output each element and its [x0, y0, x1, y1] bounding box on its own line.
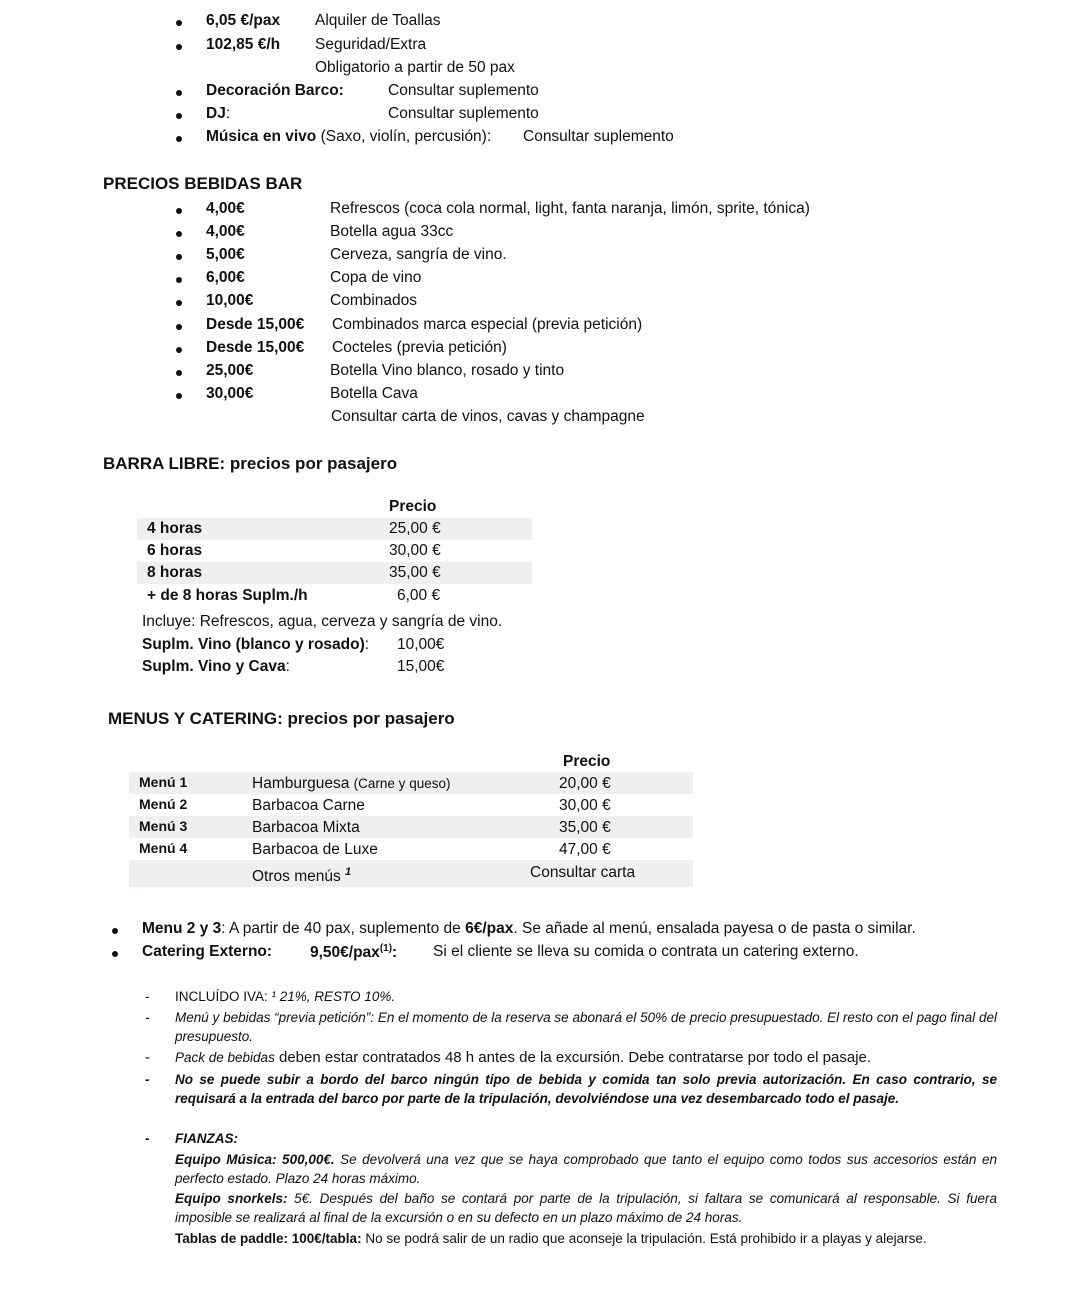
deposit-snorkels — [175, 1189, 997, 1227]
open-bar-hours: 8 horas — [147, 564, 203, 581]
dj-line — [206, 105, 230, 123]
menu-price: 20,00 € — [559, 775, 611, 792]
bar-item-desc: Botella agua 33cc — [330, 223, 454, 240]
menu-2-3-post: . Se añade al menú, ensalada payesa o de pasta o similar. — [513, 920, 916, 937]
live-music-value: Consultar suplemento — [523, 128, 674, 145]
open-bar-price: 25,00 € — [389, 520, 441, 537]
dj-value: Consultar suplemento — [388, 105, 539, 122]
cava-supplement-label: Suplm. Vino y Cava — [142, 658, 286, 675]
open-bar-hours: 4 horas — [147, 520, 203, 537]
live-music-label: Música en vivo — [206, 128, 317, 145]
towels-desc: Alquiler de Toallas — [315, 12, 441, 29]
open-bar-title: BARRA LIBRE: precios por pasajero — [103, 454, 398, 473]
catering-colon: : — [392, 944, 398, 962]
previa-peticion-note: - Menú y bebidas “previa petición”: En el momento de la reserva se abonará el 50% de precio presupuestado. El resto con el pago final del presupuesto. — [175, 1008, 997, 1046]
live-music-line — [206, 128, 491, 146]
live-music-instruments: (Saxo, violín, percusión): — [316, 128, 492, 145]
bar-item-desc: Copa de vino — [330, 269, 422, 286]
deposit-paddle — [175, 1229, 997, 1248]
menu-price: 30,00 € — [559, 797, 611, 814]
other-menus-footnote: 1 — [345, 866, 352, 878]
other-menus-label: Otros menús — [252, 868, 341, 886]
menu-dish-name: Barbacoa Carne — [252, 797, 365, 814]
iva-note-rates: ¹ 21%, RESTO 10%. — [271, 989, 396, 1004]
menu-number: Menú 1 — [139, 774, 188, 790]
deposit-paddle-label: Tablas de paddle: 100€/tabla: — [175, 1231, 362, 1246]
bar-item-price: 30,00€ — [206, 385, 254, 402]
bar-item-price: 10,00€ — [206, 292, 254, 309]
bar-item-desc: Cocteles (previa petición) — [332, 339, 507, 356]
menu-number: Menú 3 — [139, 818, 188, 834]
menu-dish-note: (Carne y queso) — [353, 776, 451, 791]
deposit-music-text: Se devolverá una vez que se haya comprobado que tanto el equipo como todos sus accesorios están en perfecto estado. Plazo 24 horas máximo. — [175, 1152, 997, 1186]
towels-price: 6,05 €/pax — [206, 12, 281, 29]
deposit-music-label: Equipo Música: 500,00€. — [175, 1152, 335, 1167]
open-bar-hours: 6 horas — [147, 542, 203, 559]
menu-number: Menú 2 — [139, 796, 188, 812]
menu-dish — [252, 775, 450, 793]
bar-item-price: Desde 15,00€ — [206, 316, 305, 333]
cava-supplement-colon: : — [285, 658, 290, 675]
menu-2-3-label: Menu 2 y 3 — [142, 920, 222, 937]
open-bar-price: 35,00 € — [389, 564, 441, 581]
wine-supplement-colon: : — [364, 636, 370, 653]
fianzas-title: - FIANZAS: — [175, 1129, 997, 1148]
menus-title: MENUS Y CATERING: precios por pasajero — [108, 709, 455, 728]
decoration-value: Consultar suplemento — [388, 82, 539, 99]
open-bar-includes: Incluye: Refrescos, agua, cerveza y sangría de vino. — [142, 613, 503, 630]
bar-item-price: 6,00€ — [206, 269, 245, 286]
open-bar-price: 30,00 € — [389, 542, 441, 559]
decoration-label: Decoración Barco: — [206, 82, 344, 99]
catering-footnote: (1) — [379, 943, 393, 954]
other-menus-price: Consultar carta — [530, 864, 636, 881]
security-price: 102,85 €/h — [206, 36, 281, 53]
bar-item-price: 25,00€ — [206, 362, 254, 379]
menu-dish-name: Barbacoa de Luxe — [252, 841, 378, 858]
bar-item-desc: Botella Vino blanco, rosado y tinto — [330, 362, 565, 379]
bar-item-desc: Combinados — [330, 292, 418, 309]
security-desc: Seguridad/Extra — [315, 36, 427, 53]
pack-bebidas-label: Pack de bebidas — [175, 1050, 275, 1065]
menu-dish-name: Barbacoa Mixta — [252, 819, 360, 836]
menu-number: Menú 4 — [139, 840, 188, 856]
iva-note — [175, 987, 997, 1006]
bar-item-desc: Cerveza, sangría de vino. — [330, 246, 507, 263]
catering-price-line — [310, 943, 397, 962]
catering-price: 9,50€/pax — [310, 944, 380, 962]
menu-2-3-pre: : A partir de 40 pax, suplemento de — [221, 920, 466, 937]
menu-price: 35,00 € — [559, 819, 611, 836]
cava-supplement-line — [142, 658, 290, 676]
menu-2-3-note — [142, 920, 916, 938]
pack-bebidas-text: deben estar contratados 48 h antes de la excursión. Debe contratarse por todo el pasaje. — [274, 1049, 872, 1066]
bar-item-price: Desde 15,00€ — [206, 339, 305, 356]
bar-item-desc: Botella Cava — [330, 385, 418, 402]
no-food-drinks-note: - No se puede subir a bordo del barco ningún tipo de bebida y comida tan solo previa autorización. En caso contrario, se requisará a la entrada del barco por parte de la tripulación, devolviéndose una vez desembarcado todo el pasaje. — [175, 1070, 997, 1108]
deposit-paddle-text: No se podrá salir de un radio que aconseje la tripulación. Está prohibido ir a playas y alejarse. — [361, 1231, 927, 1246]
menu-2-3-supplement: 6€/pax — [465, 920, 514, 937]
security-note: Obligatorio a partir de 50 pax — [315, 59, 515, 76]
menus-price-header: Precio — [563, 753, 611, 770]
bar-item-price: 4,00€ — [206, 200, 245, 217]
other-menus — [252, 866, 351, 886]
wine-supplement-label: Suplm. Vino (blanco y rosado) — [142, 636, 365, 653]
pack-bebidas-note — [175, 1048, 997, 1067]
bar-item-desc: Refrescos (coca cola normal, light, fanta naranja, limón, sprite, tónica) — [330, 200, 810, 217]
deposit-music — [175, 1150, 997, 1188]
menu-price: 47,00 € — [559, 841, 611, 858]
bar-item-price: 4,00€ — [206, 223, 245, 240]
deposit-snorkels-text: 5€. Después del baño se contará por parte de la tripulación, si faltara se comunicará al responsable. Si fuera imposible se realizará al final de la excursión o en su defecto en un plazo máximo de 24 horas. — [175, 1191, 997, 1225]
iva-note-label: INCLUÍDO IVA: — [175, 989, 272, 1004]
cava-supplement-price: 15,00€ — [397, 658, 445, 675]
dj-colon: : — [225, 105, 231, 122]
bar-item-desc: Combinados marca especial (previa petición) — [332, 316, 643, 333]
open-bar-price-header: Precio — [389, 498, 437, 515]
menu-dish-name: Hamburguesa — [252, 775, 350, 792]
bar-prices-title: PRECIOS BEBIDAS BAR — [103, 174, 303, 193]
wine-supplement-line — [142, 636, 369, 654]
wine-supplement-price: 10,00€ — [397, 636, 445, 653]
bar-wine-list-note: Consultar carta de vinos, cavas y champagne — [331, 408, 645, 425]
catering-label: Catering Externo: — [142, 943, 273, 960]
deposit-snorkels-label: Equipo snorkels: — [175, 1191, 288, 1206]
open-bar-hours: + de 8 horas Suplm./h — [147, 587, 308, 604]
bar-item-price: 5,00€ — [206, 246, 245, 263]
catering-desc: Si el cliente se lleva su comida o contrata un catering externo. — [433, 943, 859, 960]
open-bar-price: 6,00 € — [397, 587, 441, 604]
dj-label: DJ — [206, 105, 226, 122]
